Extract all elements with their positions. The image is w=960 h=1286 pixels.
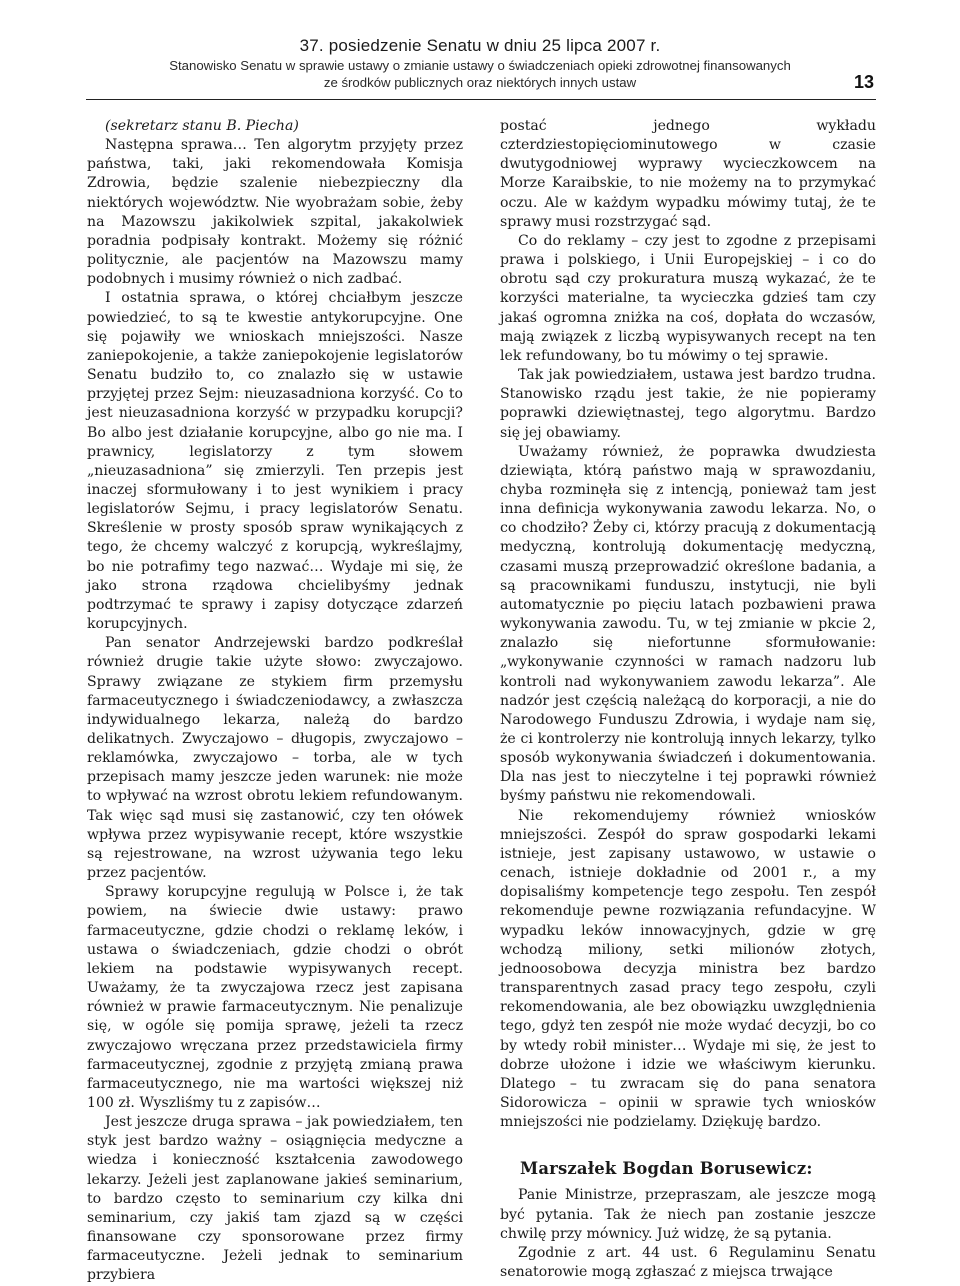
paragraph: Panie Ministrze, przepraszam, ale jeszcze mogą być pytania. Tak że niech pan zostanie jeszcze chwilę przy mównicy. Już widzę, że są pytania. xyxy=(500,1187,876,1242)
paragraph: Tak jak powiedziałem, ustawa jest bardzo trudna. Stanowisko rządu jest takie, że nie popieramy poprawki dziewiętnastej, tego algorytmu. Bardzo się jej obawiamy. xyxy=(500,367,876,441)
paragraph: Nie rekomendujemy również wniosków mniejszości. Zespół do spraw gospodarki lekami istnieje, jest zapisany ustawowo, w ustawie o cenach, istnieje dokładnie od 2001 r., a my dopisaliśmy kompetencje tego zespołu. Ten zespół rekomenduje pewne rozwiązania refundacyjne. W wypadku leków innowacyjnych, gdzie w grę wchodzą miliony, setki milionów złotych, jednoosobowa decyzja ministra bez bardzo transparentnych zasad pracy tego zespołu, czyli rekomendowania, ale bez obowiązku uwzględnienia tego, gdyż ten zespół nie może wydać decyzji, bo co by wtedy robił minister… Wydaje mi się, że jest to dobrze ułożone i idzie we właściwym kierunku. Dlatego – tu zwracam się do pana senatora Sidorowicza – opinii w sprawie tych wniosków mniejszości nie podzielamy. Dziękuję bardzo. xyxy=(500,807,876,1131)
page-header xyxy=(0,0,960,100)
header-divider xyxy=(86,99,876,100)
subject-line-1: Stanowisko Senatu w sprawie ustawy o zmianie ustawy o świadczeniach opieki zdrowotnej finansowanych xyxy=(169,58,791,73)
page-number: 13 xyxy=(853,72,874,92)
paragraph-continued: postać jednego wykładu czterdziestopięciominutowego w czasie dwutygodniowej wyprawy wycieczkowcem na Morze Karaibskie, to nie możemy na to przymykać oczu. Ale w każdym wypadku mówimy tutaj, że te sprawy musi rozstrzygać sąd. xyxy=(500,118,876,230)
paragraph: Następna sprawa… Ten algorytm przyjęty przez państwa, taki, jaki rekomendowała Komisja Zdrowia, będzie szalenie niebezpieczny dla niektórych województw. Nie wyobrażam sobie, żeby na Mazowszu jakikolwiek szpital, jakakolwiek poradnia podpisały kontrakt. Możemy się różnić politycznie, ale pacjentów na Mazowszu mamy podobnych i musimy również o nich zadbać. xyxy=(87,137,463,288)
paragraph: I ostatnia sprawa, o której chciałbym jeszcze powiedzieć, to są te kwestie antykorupcyjne. One się pojawiły we wnioskach mniejszości. Nasze zaniepokojenie, a także zaniepokojenie legislatorów Senatu budziło to, co znalazło się w ustawie przyjętej przez Sejm: nieuzasadniona korzyść. Co to jest nieuzasadniona korzyść w przypadku korupcji? Bo albo jest działanie korupcyjne, albo go nie ma. I prawnicy, legislatorzy z tym słowem „nieuzasadniona” się zmierzyli. Ten przepis jest inaczej sformułowany i to jest wynikiem i pracy legislatorów Sejmu, i pracy legislatorów Senatu. Skreślenie w prosty sposób spraw wynikających z tego, że chcemy walczyć z korupcją, wykreślajmy, bo nie potrafimy tego nazwać… Wydaje mi się, że jako strona rządowa chcielibyśmy jednak podtrzymać te sprawy i zapisy dotyczące zdarzeń korupcyjnych. xyxy=(87,290,463,633)
stage-direction: (sekretarz stanu B. Piecha) xyxy=(105,118,299,134)
left-column xyxy=(87,117,463,1286)
paragraph: Zgodnie z art. 44 ust. 6 Regulaminu Senatu senatorowie mogą zgłaszać z miejsca trwające xyxy=(500,1244,876,1281)
session-title: 37. posiedzenie Senatu w dniu 25 lipca 2007 r. xyxy=(299,36,661,55)
paragraph: Co do reklamy – czy jest to zgodne z przepisami prawa i polskiego, i Unii Europejskiej – i co do obrotu sąd czy prokuratura muszą wykazać, że te korzyści materialne, ta wycieczka gdzieś tam czy jakaś ogromna zniżka na coś, dopłata do wczasów, mają związek z liczbą wypisywanych recept na ten lek refundowany, bo tu mówimy o tej sprawie. xyxy=(500,232,876,364)
paragraph: Sprawy korupcyjne regulują w Polsce i, że tak powiem, na świecie dwie ustawy: prawo farmaceutyczne, gdzie chodzi o reklamę leków, i ustawa o świadczeniach, gdzie chodzi o obrót lekiem na podstawie wypisywanych recept. Uważamy, że ta zwyczajowa rzecz jest zapisana również w prawie farmaceutycznym. Nie penalizuje się, w ogóle się pomija sprawę, jeżeli ta rzecz zwyczajowo wręczana przez przedstawiciela firmy farmaceutycznej, zgodnie z przyjętą zmianą prawa farmaceutycznego, nie ma wartości większej niż 100 zł. Wyszliśmy tu z zapisów… xyxy=(87,884,463,1111)
paragraph: Pan senator Andrzejewski bardzo podkreślał również drugie takie użyte słowo: zwyczajowo. Sprawy związane ze stykiem firm przemysłu farmaceutycznego i świadczeniodawcy, a zwłaszcza indywidualnego lekarza, należą do bardzo delikatnych. Zwyczajowo – długopis, zwyczajowo – reklamówka, zwyczajowo – torba, ale w tych przepisach mamy jeszcze jeden warunek: nie może to wpływać na wzrost obrotu lekiem refundowanym. Tak więc sąd musi się zastanowić, czy ten ołówek wpływa przez wypisywanie recept, które wszystkie są rejestrowane, na wzrost używania tego leku przez pacjentów. xyxy=(87,635,463,882)
paragraph: Uważamy również, że poprawka dwudziesta dziewiąta, którą państwo mają w sprawozdaniu, chyba rozminęła się z intencją, ponieważ tam jest inna definicja wykonywania zawodu lekarza. No, o co chodziło? Żeby ci, którzy pracują z dokumentacją medyczną, kontrolują dokumentację medyczną, czasami muszą przeprowadzić określone badania, a są pracownikami funduszu, instytucji, nie byli automatycznie po pięciu latach pozbawieni prawa wykonywania zawodu. Tu, w tej zmianie w pkcie 2, znalazło się niefortunne sformułowanie: „wykonywanie czynności w ramach nadzoru lub kontroli nad wykonywaniem zawodu lekarza”. Ale nadzór jest częścią należącą do korporacji, a nie do Narodowego Funduszu Zdrowia, i wydaje nam się, że ci kontrolerzy nie kontrolują innych lekarzy, tylko sposób wykonywania świadczeń i dokumentowania. Dla nas jest to nieczytelne i tej poprawki również byśmy państwu nie rekomendowali. xyxy=(500,443,876,805)
subject-line-2: ze środków publicznych oraz niektórych innych ustaw xyxy=(323,75,637,90)
paragraph: Jest jeszcze druga sprawa – jak powiedziałem, ten styk jest bardzo ważny – osiągnięcia medyczne a wiedza i konieczność kształcenia zawodowego lekarzy. Jeżeli jest zaplanowane jakieś seminarium, to bardzo często to seminarium czy kilka dni seminarium, czy jakiś tam zjazd są w części finansowane czy sponsorowane przez firmy farmaceutyczne. Jeżeli jednak to seminarium przybiera xyxy=(87,1114,463,1284)
speaker-heading: Marszałek Bogdan Borusewicz: xyxy=(520,1159,813,1179)
right-column xyxy=(500,117,876,1282)
